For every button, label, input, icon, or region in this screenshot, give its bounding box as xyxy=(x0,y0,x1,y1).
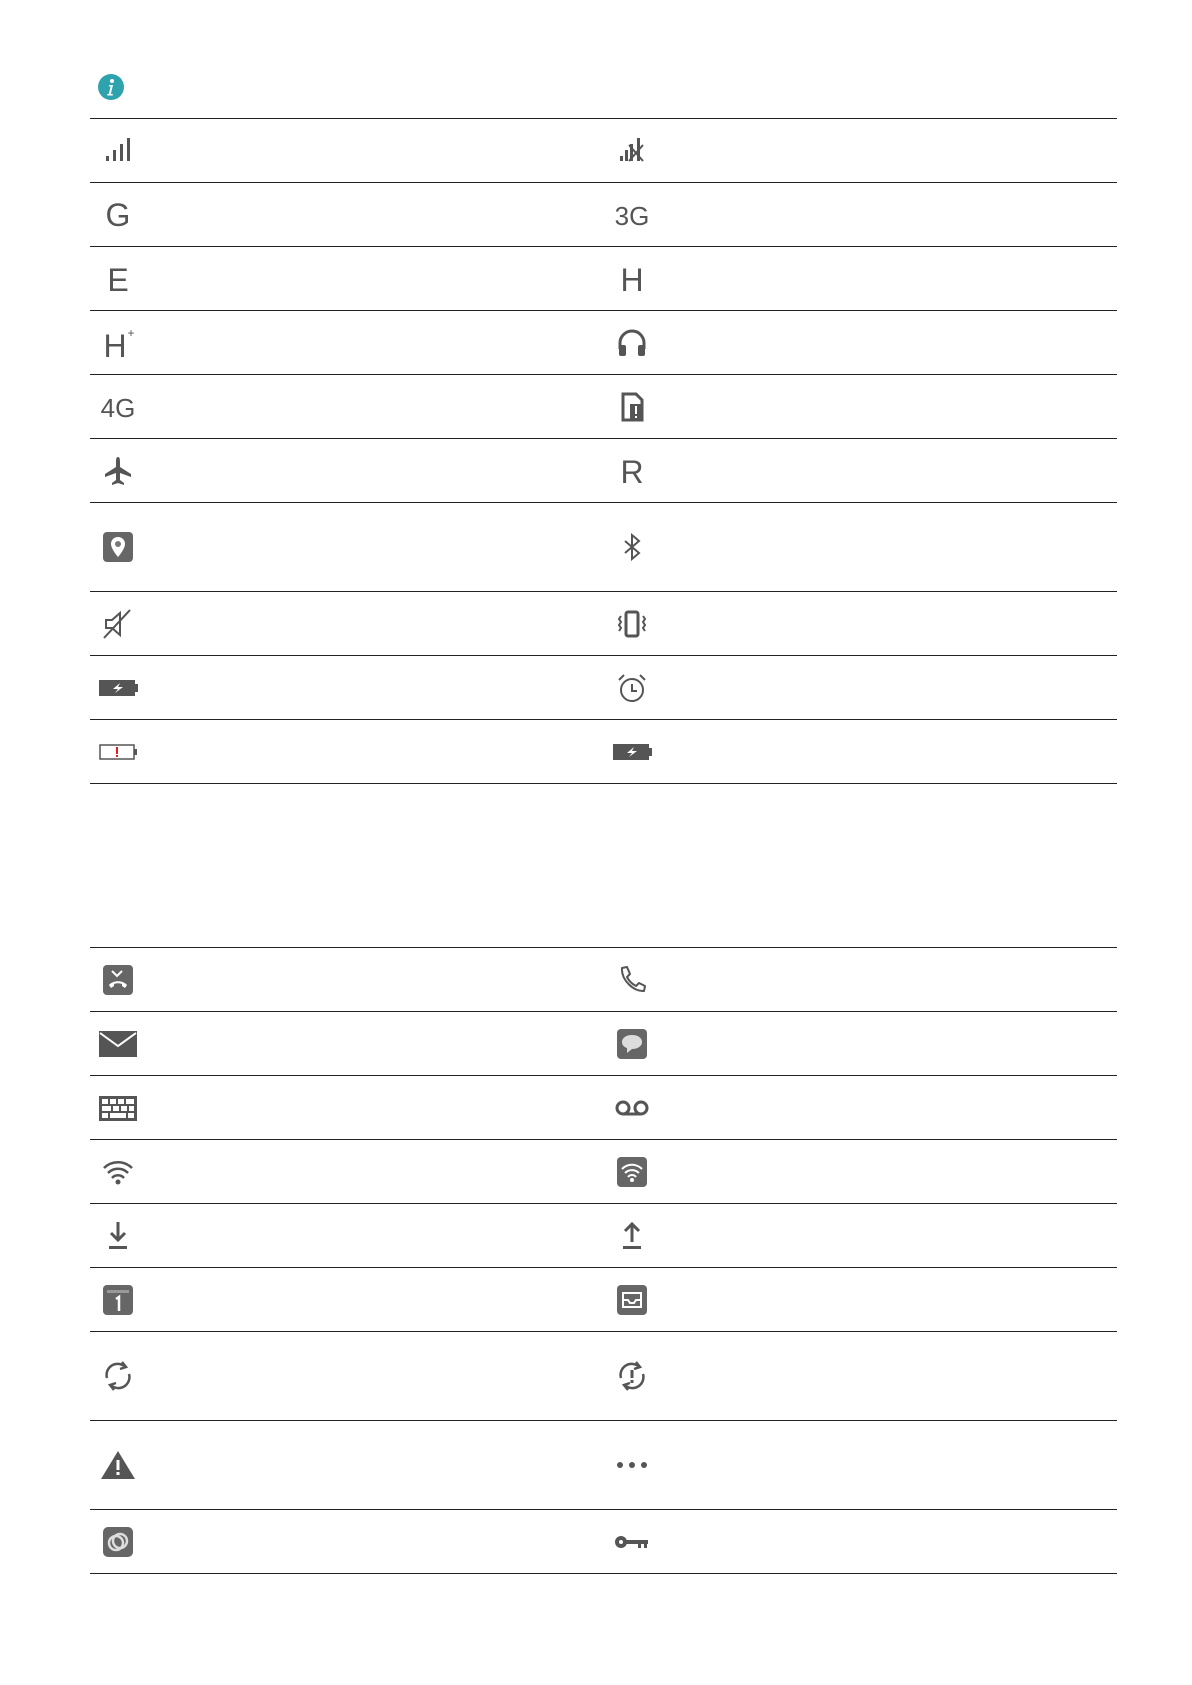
network-hplus-icon xyxy=(98,323,138,363)
storage-icon xyxy=(612,1280,652,1320)
network-3g-icon xyxy=(612,195,652,235)
roaming-icon xyxy=(612,451,652,491)
upload-icon xyxy=(612,1216,652,1256)
no-sim-icon xyxy=(612,387,652,427)
warning-icon xyxy=(98,1445,138,1485)
info-icon xyxy=(97,73,125,101)
wifi-hotspot-icon xyxy=(612,1152,652,1192)
svg-text:H: H xyxy=(103,327,127,363)
keyboard-icon xyxy=(98,1088,138,1128)
vibrate-mode-icon xyxy=(612,604,652,644)
missed-call-icon xyxy=(98,960,138,1000)
charging-icon xyxy=(98,668,138,708)
svg-text:E: E xyxy=(107,261,129,298)
silent-mode-icon xyxy=(98,604,138,644)
svg-text:R: R xyxy=(619,453,644,490)
call-in-progress-icon xyxy=(612,960,652,1000)
notification-icons-table xyxy=(90,947,1117,1574)
svg-text:4G: 4G xyxy=(100,392,136,423)
no-signal-icon xyxy=(612,131,652,171)
network-h-icon xyxy=(612,259,652,299)
more-notifications-icon xyxy=(612,1445,652,1485)
signal-strength-icon xyxy=(98,131,138,171)
status-icons-table xyxy=(90,118,1117,784)
network-e-icon xyxy=(98,259,138,299)
network-4g-icon xyxy=(98,387,138,427)
download-icon xyxy=(98,1216,138,1256)
svg-text:H: H xyxy=(619,261,644,298)
airplane-mode-icon xyxy=(98,451,138,491)
new-email-icon xyxy=(98,1024,138,1064)
alarm-icon xyxy=(612,668,652,708)
svg-text:+: + xyxy=(127,325,135,340)
battery-low-icon xyxy=(98,732,138,772)
network-g-icon xyxy=(98,195,138,235)
sync-icon xyxy=(98,1356,138,1396)
bluetooth-icon xyxy=(612,527,652,567)
location-icon xyxy=(98,527,138,567)
new-message-icon xyxy=(612,1024,652,1064)
svg-text:G: G xyxy=(105,196,131,233)
svg-text:3G: 3G xyxy=(614,200,649,231)
battery-full-icon xyxy=(612,732,652,772)
sync-error-icon xyxy=(612,1356,652,1396)
screen-projection-icon xyxy=(98,1522,138,1562)
headset-icon xyxy=(612,323,652,363)
voicemail-icon xyxy=(612,1088,652,1128)
vpn-icon xyxy=(612,1522,652,1562)
calendar-event-icon xyxy=(98,1280,138,1320)
wifi-icon xyxy=(98,1152,138,1192)
